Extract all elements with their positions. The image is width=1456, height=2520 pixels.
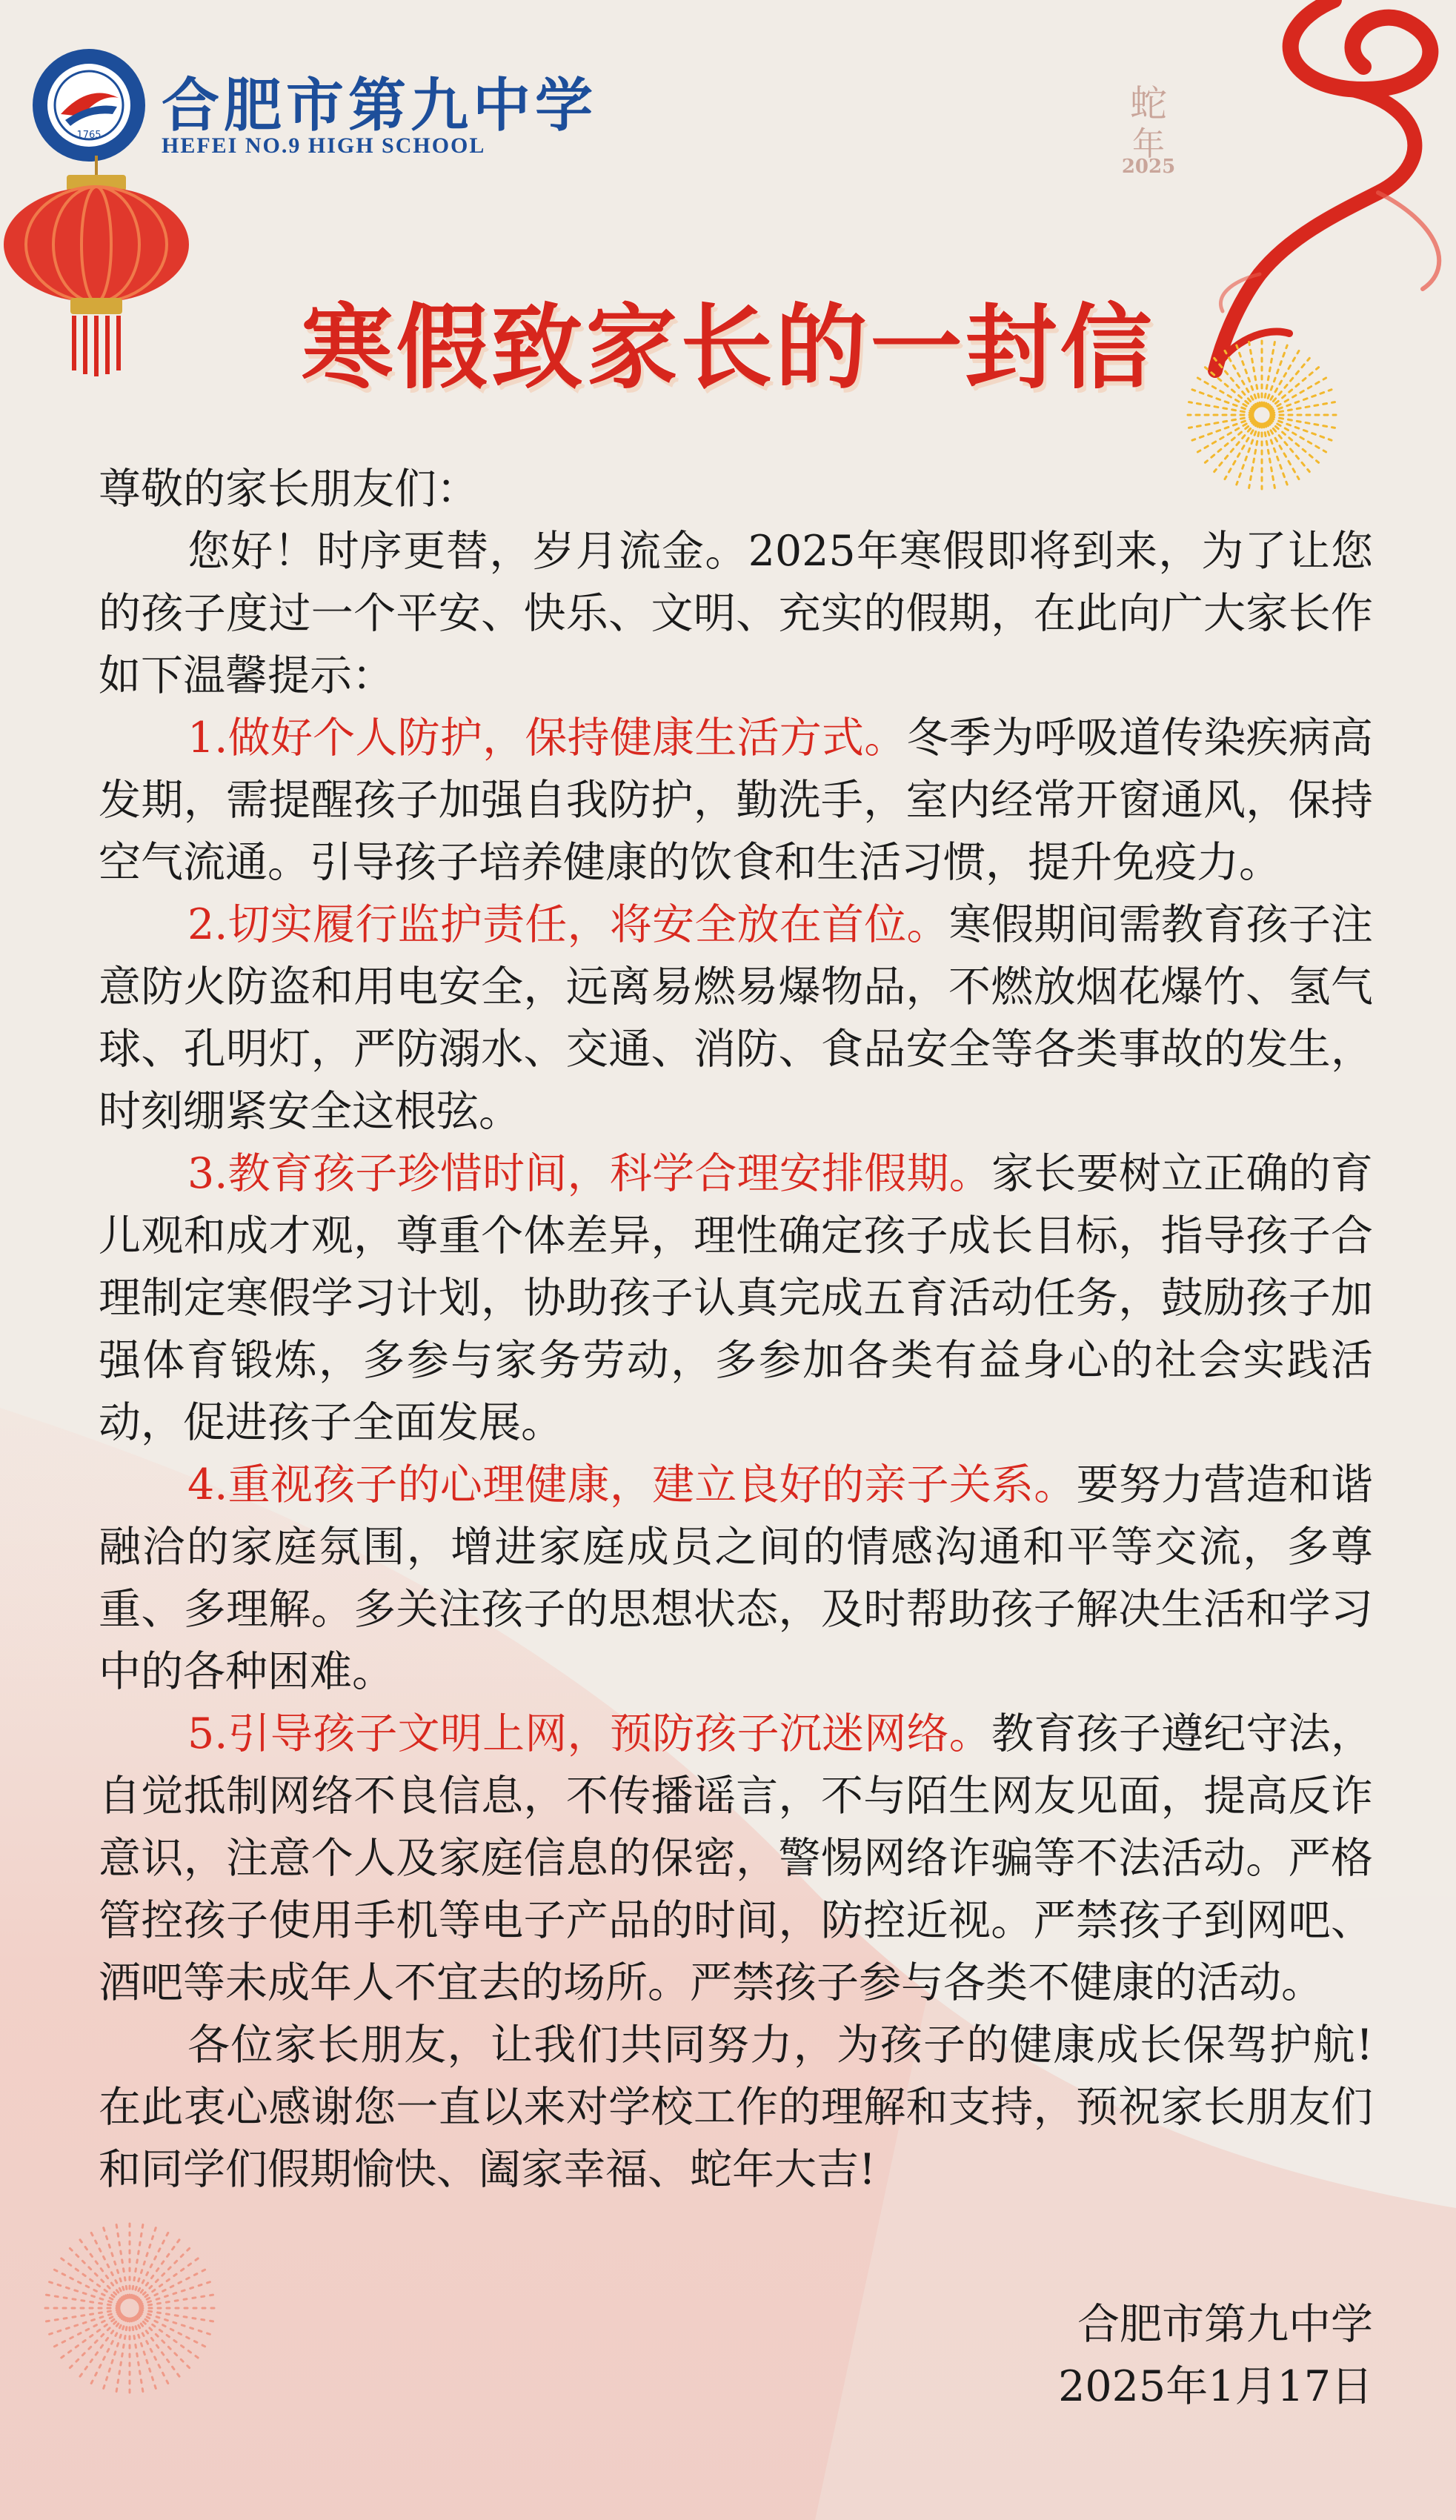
- firework-ray: [138, 2314, 200, 2359]
- pink-firework-icon: [37, 2215, 222, 2401]
- firework-ray: [68, 2315, 123, 2370]
- seal-year: 2025: [1121, 156, 1176, 178]
- item-paragraph-1: [99, 707, 1373, 894]
- item-paragraph-2: [99, 894, 1373, 1143]
- seal-char-year: 年: [1132, 125, 1165, 163]
- firework-ray: [59, 2314, 122, 2359]
- firework-ray: [90, 2318, 124, 2387]
- firework-ray: [139, 2268, 208, 2303]
- item-paragraph-3: [99, 1143, 1373, 1454]
- item-body-2: 寒假期间需教育孩子注意防火防盗和用电安全，远离易燃易爆物品，不燃放烟花爆竹、氢气球、孔明灯，严防溺水、交通、消防、食品安全等各类事故的发生，时刻绷紧安全这根弦。: [99, 900, 1373, 1136]
- firework-ray: [137, 2315, 192, 2370]
- item-heading-4: 4.重视孩子的心理健康，建立良好的亲子关系。: [187, 1460, 1077, 1509]
- page-title: 寒假致家长的一封信: [301, 295, 1155, 402]
- closing-paragraph: 各位家长朋友，让我们共同努力，为孩子的健康成长保驾护航!在此衷心感谢您一直以来对学校工作的理解和支持，预祝家长朋友们和同学们假期愉快、阖家幸福、蛇年大吉!: [99, 2021, 1373, 2194]
- school-logo: [30, 46, 598, 172]
- firework-ray: [52, 2313, 121, 2347]
- item-heading-1: 1.做好个人防护，保持健康生活方式。: [187, 714, 907, 762]
- firework-ray: [59, 2257, 122, 2302]
- signature-date: 2025年1月17日: [1058, 2362, 1373, 2411]
- firework-ray: [134, 2230, 169, 2299]
- firework-ray: [137, 2247, 192, 2301]
- firework-ray: [138, 2257, 200, 2302]
- greeting: 尊敬的家长朋友们：: [99, 465, 479, 513]
- firework-ray: [134, 2318, 169, 2387]
- firework-ray: [90, 2230, 124, 2299]
- firework-ray: [79, 2238, 124, 2300]
- item-body-1: 冬季为呼吸道传染疾病高发期，需提醒孩子加强自我防护，勤洗手，室内经常开窗通风，保持空气流通。引导孩子培养健康的饮食和生活习惯，提升免疫力。: [99, 714, 1373, 887]
- item-heading-3: 3.教育孩子珍惜时间，科学合理安排假期。: [187, 1149, 992, 1198]
- item-body-5: 教育孩子遵纪守法，自觉抵制网络不良信息，不传播谣言，不与陌生网友见面，提高反诈意识，注意个人及家庭信息的保密，警惕网络诈骗等不法活动。严格管控孩子使用手机等电子产品的时间，防控近视。严禁孩子到网吧、酒吧等未成年人不宜去的场所。严禁孩子参与各类不健康的活动。: [99, 1709, 1374, 2007]
- item-body-4: 要努力营造和谐融洽的家庭氛围，增进家庭成员之间的情感沟通和平等交流，多尊重、多理解。多关注孩子的思想状态，及时帮助孩子解决生活和学习中的各种困难。: [99, 1460, 1373, 1696]
- firework-ray: [139, 2313, 208, 2347]
- zodiac-seal-icon: [1115, 74, 1182, 185]
- school-name-en: HEFEI NO.9 HIGH SCHOOL: [162, 133, 486, 158]
- firework-ray: [136, 2316, 181, 2378]
- school-name-cn: 合肥市第九中学: [162, 73, 598, 139]
- item-heading-2: 2.切实履行监护责任，将安全放在首位。: [187, 900, 949, 949]
- firework-ray: [52, 2268, 121, 2303]
- item-body-3: 家长要树立正确的育儿观和成才观，尊重个体差异，理性确定孩子成长目标，指导孩子合理制定寒假学习计划，协助孩子认真完成五育活动任务，鼓励孩子加强体育锻炼，多参与家务劳动，多参加各类有益身心的社会实践活动，促进孩子全面发展。: [99, 1149, 1374, 1447]
- letter-body: [99, 458, 1373, 2201]
- firework-ray: [79, 2316, 124, 2378]
- item-heading-5: 5.引导孩子文明上网，预防孩子沉迷网络。: [187, 1709, 992, 1758]
- item-paragraph-4: [99, 1454, 1373, 1703]
- signature: [1058, 2293, 1373, 2418]
- item-paragraph-5: [99, 1703, 1373, 2014]
- firework-ray: [136, 2238, 181, 2300]
- seal-char-snake: 蛇: [1130, 82, 1167, 125]
- firework-ray: [68, 2247, 123, 2301]
- emblem-year: 1765: [76, 130, 102, 141]
- school-emblem-icon: [30, 46, 148, 164]
- intro-paragraph: 您好！时序更替，岁月流金。2025年寒假即将到来，为了让您的孩子度过一个平安、快乐、文明、充实的假期，在此向广大家长作如下温馨提示：: [99, 527, 1373, 700]
- signature-org: 合肥市第九中学: [1077, 2300, 1373, 2349]
